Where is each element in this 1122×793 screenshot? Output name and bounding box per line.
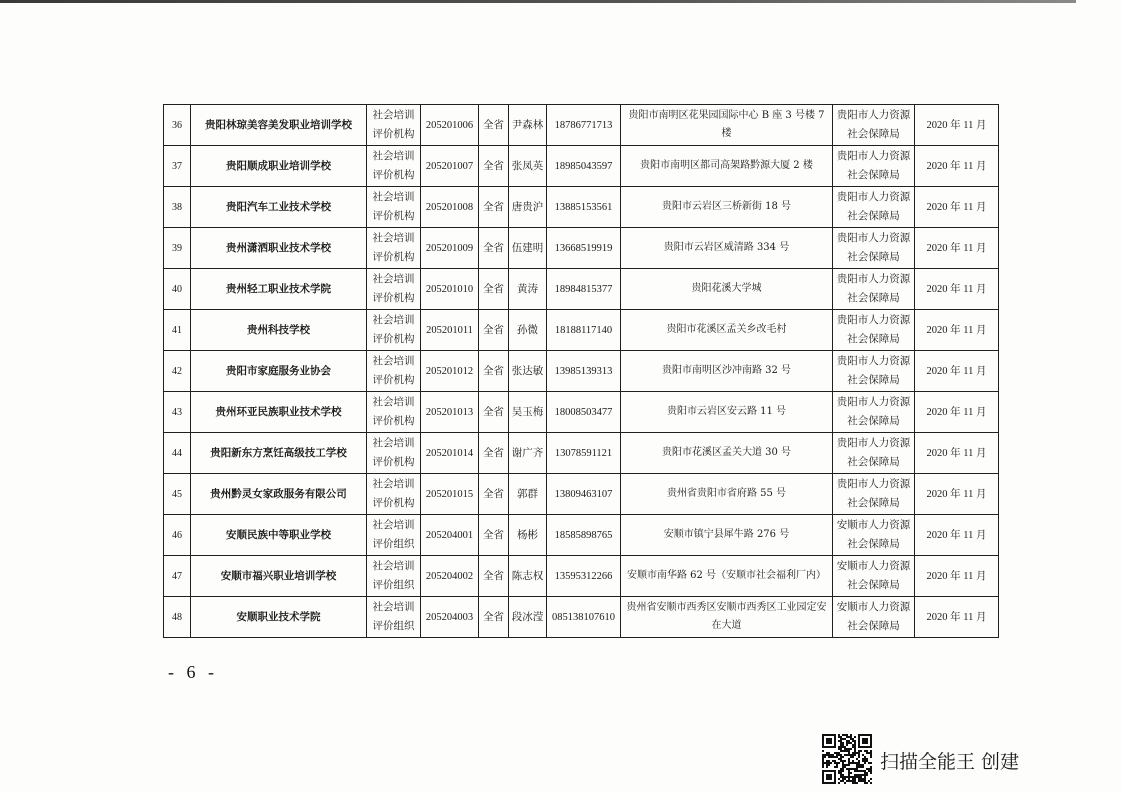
cell-scope: 全省 xyxy=(479,351,509,392)
cell-authority: 贵阳市人力资源社会保障局 xyxy=(833,392,915,433)
cell-authority: 贵阳市人力资源社会保障局 xyxy=(833,474,915,515)
cell-date: 2020 年 11 月 xyxy=(915,597,999,638)
cell-code: 205201011 xyxy=(421,310,479,351)
cell-code: 205201012 xyxy=(421,351,479,392)
cell-authority: 贵阳市人力资源社会保障局 xyxy=(833,269,915,310)
cell-name: 贵阳顺成职业培训学校 xyxy=(191,146,367,187)
cell-contact: 尹森林 xyxy=(509,105,547,146)
cell-scope: 全省 xyxy=(479,556,509,597)
cell-type: 社会培训评价机构 xyxy=(367,105,421,146)
cell-no: 47 xyxy=(164,556,191,597)
cell-date: 2020 年 11 月 xyxy=(915,310,999,351)
cell-type: 社会培训评价机构 xyxy=(367,474,421,515)
cell-address: 贵阳市云岩区威清路 334 号 xyxy=(621,228,833,269)
cell-authority: 贵阳市人力资源社会保障局 xyxy=(833,187,915,228)
cell-type: 社会培训评价机构 xyxy=(367,392,421,433)
cell-address: 安顺市镇宁县犀牛路 276 号 xyxy=(621,515,833,556)
cell-date: 2020 年 11 月 xyxy=(915,228,999,269)
table-row xyxy=(164,105,999,146)
cell-code: 205201014 xyxy=(421,433,479,474)
table-row xyxy=(164,228,999,269)
cell-name: 贵阳林琼美容美发职业培训学校 xyxy=(191,105,367,146)
table-row xyxy=(164,146,999,187)
cell-date: 2020 年 11 月 xyxy=(915,474,999,515)
cell-name: 贵州科技学校 xyxy=(191,310,367,351)
cell-date: 2020 年 11 月 xyxy=(915,105,999,146)
table-row xyxy=(164,556,999,597)
cell-address: 贵阳市南明区都司高架路黔源大厦 2 楼 xyxy=(621,146,833,187)
cell-type: 社会培训评价组织 xyxy=(367,597,421,638)
cell-code: 205201007 xyxy=(421,146,479,187)
scanner-watermark-text: 扫描全能王 创建 xyxy=(880,751,1020,773)
scan-page-edge xyxy=(0,0,1076,3)
cell-no: 43 xyxy=(164,392,191,433)
cell-type: 社会培训评价机构 xyxy=(367,146,421,187)
cell-address: 贵州省安顺市西秀区安顺市西秀区工业园定安在大道 xyxy=(621,597,833,638)
cell-address: 贵阳市花溪区孟关乡改毛村 xyxy=(621,310,833,351)
cell-scope: 全省 xyxy=(479,228,509,269)
qr-code-icon xyxy=(822,734,872,784)
cell-scope: 全省 xyxy=(479,392,509,433)
table-row xyxy=(164,515,999,556)
cell-scope: 全省 xyxy=(479,187,509,228)
cell-type: 社会培训评价机构 xyxy=(367,310,421,351)
cell-authority: 安顺市人力资源社会保障局 xyxy=(833,556,915,597)
cell-type: 社会培训评价机构 xyxy=(367,351,421,392)
cell-phone: 13078591121 xyxy=(547,433,621,474)
cell-address: 贵阳市花溪区孟关大道 30 号 xyxy=(621,433,833,474)
cell-code: 205201013 xyxy=(421,392,479,433)
cell-no: 46 xyxy=(164,515,191,556)
cell-date: 2020 年 11 月 xyxy=(915,556,999,597)
cell-date: 2020 年 11 月 xyxy=(915,433,999,474)
cell-name: 贵州轻工职业技术学院 xyxy=(191,269,367,310)
cell-no: 39 xyxy=(164,228,191,269)
table-row xyxy=(164,597,999,638)
cell-contact: 段冰滢 xyxy=(509,597,547,638)
cell-date: 2020 年 11 月 xyxy=(915,515,999,556)
cell-address: 贵阳花溪大学城 xyxy=(621,269,833,310)
cell-address: 贵州省贵阳市省府路 55 号 xyxy=(621,474,833,515)
cell-type: 社会培训评价组织 xyxy=(367,515,421,556)
cell-contact: 孙微 xyxy=(509,310,547,351)
cell-code: 205204001 xyxy=(421,515,479,556)
table-row xyxy=(164,269,999,310)
cell-code: 205204003 xyxy=(421,597,479,638)
cell-authority: 安顺市人力资源社会保障局 xyxy=(833,597,915,638)
cell-contact: 杨彬 xyxy=(509,515,547,556)
cell-phone: 18008503477 xyxy=(547,392,621,433)
cell-no: 41 xyxy=(164,310,191,351)
cell-contact: 谢广齐 xyxy=(509,433,547,474)
cell-phone: 13809463107 xyxy=(547,474,621,515)
cell-phone: 18985043597 xyxy=(547,146,621,187)
cell-phone: 13885153561 xyxy=(547,187,621,228)
cell-date: 2020 年 11 月 xyxy=(915,392,999,433)
cell-code: 205201008 xyxy=(421,187,479,228)
cell-address: 安顺市南华路 62 号（安顺市社会福利厂内） xyxy=(621,556,833,597)
cell-name: 贵阳市家庭服务业协会 xyxy=(191,351,367,392)
cell-no: 36 xyxy=(164,105,191,146)
cell-scope: 全省 xyxy=(479,597,509,638)
cell-name: 贵州环亚民族职业技术学校 xyxy=(191,392,367,433)
cell-address: 贵阳市南明区花果园国际中心 B 座 3 号楼 7 楼 xyxy=(621,105,833,146)
cell-no: 44 xyxy=(164,433,191,474)
cell-phone: 13668519919 xyxy=(547,228,621,269)
cell-date: 2020 年 11 月 xyxy=(915,269,999,310)
cell-no: 42 xyxy=(164,351,191,392)
cell-scope: 全省 xyxy=(479,269,509,310)
cell-date: 2020 年 11 月 xyxy=(915,146,999,187)
cell-authority: 贵阳市人力资源社会保障局 xyxy=(833,228,915,269)
cell-code: 205204002 xyxy=(421,556,479,597)
cell-authority: 贵阳市人力资源社会保障局 xyxy=(833,351,915,392)
cell-contact: 郭群 xyxy=(509,474,547,515)
cell-name: 安顺民族中等职业学校 xyxy=(191,515,367,556)
cell-phone: 13985139313 xyxy=(547,351,621,392)
cell-code: 205201010 xyxy=(421,269,479,310)
cell-phone: 18786771713 xyxy=(547,105,621,146)
cell-contact: 黄涛 xyxy=(509,269,547,310)
cell-type: 社会培训评价机构 xyxy=(367,228,421,269)
cell-no: 37 xyxy=(164,146,191,187)
cell-type: 社会培训评价组织 xyxy=(367,556,421,597)
cell-authority: 贵阳市人力资源社会保障局 xyxy=(833,105,915,146)
cell-contact: 吴玉梅 xyxy=(509,392,547,433)
cell-no: 48 xyxy=(164,597,191,638)
table-row xyxy=(164,474,999,515)
cell-name: 贵州黔灵女家政服务有限公司 xyxy=(191,474,367,515)
cell-name: 贵州潇洒职业技术学校 xyxy=(191,228,367,269)
cell-name: 贵阳新东方烹饪高级技工学校 xyxy=(191,433,367,474)
table-row xyxy=(164,187,999,228)
cell-contact: 陈志权 xyxy=(509,556,547,597)
cell-no: 38 xyxy=(164,187,191,228)
cell-no: 45 xyxy=(164,474,191,515)
cell-phone: 18188117140 xyxy=(547,310,621,351)
cell-contact: 张凤英 xyxy=(509,146,547,187)
cell-address: 贵阳市云岩区三桥新街 18 号 xyxy=(621,187,833,228)
cell-name: 安顺职业技术学院 xyxy=(191,597,367,638)
cell-contact: 张达敏 xyxy=(509,351,547,392)
page-number: - 6 - xyxy=(168,662,218,682)
cell-type: 社会培训评价机构 xyxy=(367,187,421,228)
cell-type: 社会培训评价机构 xyxy=(367,433,421,474)
cell-phone: 13595312266 xyxy=(547,556,621,597)
cell-scope: 全省 xyxy=(479,515,509,556)
cell-date: 2020 年 11 月 xyxy=(915,187,999,228)
cell-scope: 全省 xyxy=(479,105,509,146)
table-body xyxy=(164,105,999,638)
institution-table xyxy=(163,104,999,638)
cell-scope: 全省 xyxy=(479,310,509,351)
cell-scope: 全省 xyxy=(479,433,509,474)
cell-authority: 安顺市人力资源社会保障局 xyxy=(833,515,915,556)
cell-no: 40 xyxy=(164,269,191,310)
cell-code: 205201006 xyxy=(421,105,479,146)
cell-type: 社会培训评价机构 xyxy=(367,269,421,310)
cell-scope: 全省 xyxy=(479,474,509,515)
table-row xyxy=(164,310,999,351)
table-row xyxy=(164,392,999,433)
cell-phone: 18984815377 xyxy=(547,269,621,310)
cell-contact: 伍建明 xyxy=(509,228,547,269)
cell-address: 贵阳市云岩区安云路 11 号 xyxy=(621,392,833,433)
cell-date: 2020 年 11 月 xyxy=(915,351,999,392)
cell-name: 贵阳汽车工业技术学校 xyxy=(191,187,367,228)
cell-contact: 唐贵沪 xyxy=(509,187,547,228)
table-row xyxy=(164,351,999,392)
cell-authority: 贵阳市人力资源社会保障局 xyxy=(833,146,915,187)
cell-address: 贵阳市南明区沙冲南路 32 号 xyxy=(621,351,833,392)
cell-code: 205201009 xyxy=(421,228,479,269)
cell-scope: 全省 xyxy=(479,146,509,187)
cell-name: 安顺市福兴职业培训学校 xyxy=(191,556,367,597)
cell-phone: 085138107610 xyxy=(547,597,621,638)
cell-authority: 贵阳市人力资源社会保障局 xyxy=(833,310,915,351)
cell-authority: 贵阳市人力资源社会保障局 xyxy=(833,433,915,474)
table-row xyxy=(164,433,999,474)
cell-phone: 18585898765 xyxy=(547,515,621,556)
cell-code: 205201015 xyxy=(421,474,479,515)
